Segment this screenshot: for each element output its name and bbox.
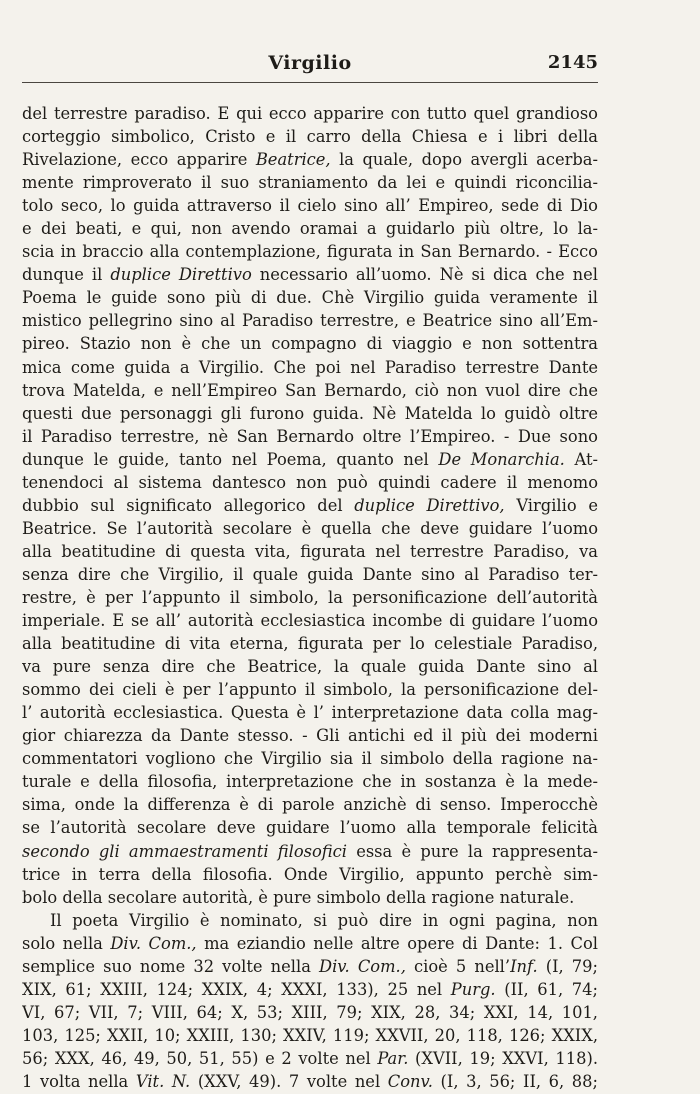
text-line: [22, 286, 598, 309]
text-run: se l’autorità secolare deve guidare l’uomo alla temporale felicità: [22, 818, 598, 838]
text-run: gior chiarezza da Dante stesso. - Gli antichi ed il più dei moderni: [22, 726, 598, 746]
text-line: [22, 724, 598, 747]
text-run: Beatrice. Se l’autorità secolare è quella che deve guidare l’uomo: [22, 518, 598, 538]
text-line: [22, 816, 598, 839]
text-line: [22, 632, 598, 655]
text-line: [22, 379, 598, 402]
text-line: [22, 563, 598, 586]
text-line: [22, 425, 598, 448]
text-run: l’ autorità ecclesiastica. Questa è l’ interpretazione data colla mag-: [22, 703, 598, 723]
text-run: 103, 125; XXII, 10; XXIII, 130; XXIV, 119; XXVII, 20, 118, 126; XXIX,: [22, 1025, 598, 1045]
text-line: [22, 540, 598, 563]
text-line: [22, 609, 598, 632]
italic-text: Div. Com.,: [110, 933, 197, 953]
text-run: corteggio simbolico, Cristo e il carro della Chiesa e i libri della: [22, 127, 598, 147]
text-run: alla beatitudine di questa vita, figurata nel terrestre Paradiso, va: [22, 541, 598, 561]
text-line: [22, 586, 598, 609]
text-run: del terrestre paradiso. E qui ecco apparire con tutto quel grandioso: [22, 104, 598, 123]
text-run: dunque il: [22, 265, 111, 285]
text-line: [22, 194, 598, 217]
text-run: (XVII, 19; XXVI, 118).: [408, 1048, 598, 1068]
text-run: alla beatitudine di vita eterna, figurata per lo celestiale Paradiso,: [22, 634, 598, 654]
text-line: [22, 1070, 598, 1093]
text-line: [22, 678, 598, 701]
italic-text: Conv.: [387, 1071, 433, 1091]
text-line: [22, 402, 598, 425]
text-run: trice in terra della filosofia. Onde Virgilio, appunto perchè sim-: [22, 864, 598, 884]
text-line: [22, 793, 598, 816]
text-run: (I, 79;: [537, 956, 598, 976]
text-line: [22, 1024, 598, 1047]
text-line: [22, 471, 598, 494]
text-run: 1 volta nella: [22, 1071, 136, 1091]
text-line: [22, 332, 598, 355]
text-run: tolo seco, lo guida attraverso il cielo sino all’ Empireo, sede di Dio: [22, 196, 598, 216]
italic-text: secondo gli ammaestramenti filosofici: [22, 841, 347, 861]
text-run: la quale, dopo avergli acerba-: [330, 150, 598, 170]
text-line: [22, 909, 598, 932]
text-run: Il poeta Virgilio è nominato, si può dire in ogni pagina, non: [50, 910, 598, 930]
text-run: (XXV, 49). 7 volte nel: [190, 1071, 388, 1091]
text-run: essa è pure la rappresenta-: [346, 841, 598, 861]
text-run: il Paradiso terrestre, nè San Bernardo oltre l’Empireo. - Due sono: [22, 426, 598, 446]
page-title: Virgilio: [268, 52, 352, 74]
text-line: [22, 240, 598, 263]
text-run: dunque le guide, tanto nel Poema, quanto nel: [22, 449, 439, 469]
italic-text: duplice Direttivo,: [354, 495, 505, 515]
text-line: [22, 217, 598, 240]
text-run: scia in braccio alla contemplazione, figurata in San Bernardo. - Ecco: [22, 242, 598, 262]
text-line: [22, 309, 598, 332]
text-line: [22, 701, 598, 724]
text-run: senza dire che Virgilio, il quale guida Dante sino al Paradiso ter-: [22, 564, 598, 584]
text-run: mistico pellegrino sino al Paradiso terrestre, e Beatrice sino all’Em-: [22, 311, 598, 331]
text-run: XIX, 61; XXIII, 124; XXIX, 4; XXXI, 133), 25 nel: [22, 979, 451, 999]
text-run: ma eziandio nelle altre opere di Dante: 1. Col: [196, 933, 598, 953]
text-line: [22, 886, 598, 909]
running-header: [22, 52, 598, 82]
text-run: questi due personaggi gli furono guida. Nè Matelda lo guidò oltre: [22, 403, 598, 423]
text-run: turale e della filosofia, interpretazione che in sostanza è la mede-: [22, 772, 598, 792]
text-run: restre, è per l’appunto il simbolo, la personificazione dell’autorità: [22, 587, 598, 607]
text-run: commentatori vogliono che Virgilio sia il simbolo della ragione na-: [22, 749, 598, 769]
text-line: [22, 263, 598, 286]
text-run: bolo della secolare autorità, è pure simbolo della ragione naturale.: [22, 887, 575, 907]
text-run: imperiale. E se all’ autorità ecclesiastica incombe di guidare l’uomo: [22, 611, 598, 631]
italic-text: Par.: [377, 1048, 409, 1068]
text-run: e dei beati, e qui, non avendo oramai a guidarlo più oltre, lo la-: [22, 219, 598, 239]
text-line: [22, 978, 598, 1001]
header-rule: [22, 82, 598, 83]
italic-text: Div. Com.,: [319, 956, 406, 976]
text-line: [22, 747, 598, 770]
text-line: [22, 840, 598, 863]
text-run: mica come guida a Virgilio. Che poi nel Paradiso terrestre Dante: [22, 357, 598, 377]
italic-text: Vit. N.: [135, 1071, 191, 1091]
text-run: VI, 67; VII, 7; VIII, 64; X, 53; XIII, 79; XIX, 28, 34; XXI, 14, 101,: [22, 1002, 598, 1022]
text-run: tenendoci al sistema dantesco non può quindi cadere il menomo: [22, 472, 598, 492]
text-run: sommo dei cieli è per l’appunto il simbolo, la personificazione del-: [22, 680, 598, 700]
body-text: [22, 102, 598, 1093]
text-line: [22, 517, 598, 540]
text-run: At-: [564, 449, 598, 469]
italic-text: Inf.: [510, 956, 538, 976]
text-line: [22, 448, 598, 471]
italic-text: Beatrice,: [255, 150, 331, 170]
italic-text: duplice Direttivo: [110, 265, 252, 285]
text-run: (I, 3, 56; II, 6, 88;: [432, 1071, 598, 1091]
text-line: [22, 171, 598, 194]
text-run: cioè 5 nell’: [405, 956, 511, 976]
text-line: [22, 932, 598, 955]
text-run: Rivelazione, ecco apparire: [22, 150, 256, 170]
text-run: Poema le guide sono più di due. Chè Virgilio guida veramente il: [22, 288, 598, 308]
text-run: (II, 61, 74;: [495, 979, 598, 999]
italic-text: Purg.: [450, 979, 496, 999]
text-line: [22, 148, 598, 171]
page-number: 2145: [547, 52, 598, 73]
text-line: [22, 770, 598, 793]
text-run: necessario all’uomo. Nè si dica che nel: [251, 265, 598, 285]
text-run: dubbio sul significato allegorico del: [22, 495, 355, 515]
text-run: pireo. Stazio non è che un compagno di viaggio e non sottentra: [22, 334, 598, 354]
text-line: [22, 655, 598, 678]
text-run: trova Matelda, e nell’Empireo San Bernardo, ciò non vuol dire che: [22, 380, 598, 400]
text-run: solo nella: [22, 933, 111, 953]
text-line: [22, 1001, 598, 1024]
text-line: [22, 125, 598, 148]
text-line: [22, 863, 598, 886]
text-run: sima, onde la differenza è di parole anzichè di senso. Imperocchè: [22, 795, 598, 815]
text-run: semplice suo nome 32 volte nella: [22, 956, 320, 976]
text-line: [22, 102, 598, 125]
text-run: mente rimproverato il suo straniamento da lei e quindi riconcilia-: [22, 173, 598, 193]
text-run: 56; XXX, 46, 49, 50, 51, 55) e 2 volte nel: [22, 1048, 378, 1068]
text-line: [22, 494, 598, 517]
text-run: Virgilio e: [504, 495, 598, 515]
text-line: [22, 1047, 598, 1070]
text-line: [22, 356, 598, 379]
text-run: va pure senza dire che Beatrice, la quale guida Dante sino al: [22, 657, 598, 677]
italic-text: De Monarchia.: [438, 449, 565, 469]
text-line: [22, 955, 598, 978]
